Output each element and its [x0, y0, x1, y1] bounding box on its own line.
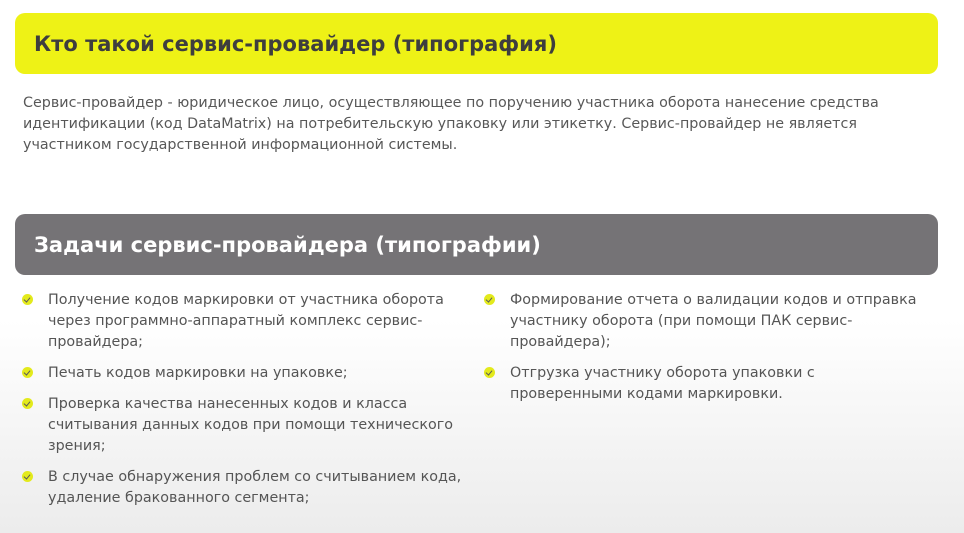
check-circle-icon	[484, 367, 495, 378]
task-item	[22, 394, 477, 457]
task-text: В случае обнаружения проблем со считыванием кода, удаление бракованного сегмента;	[48, 469, 462, 506]
task-item	[22, 290, 477, 353]
tasks-title: Задачи сервис-провайдера (типографии)	[34, 232, 541, 257]
task-item	[22, 363, 477, 384]
check-circle-icon	[22, 471, 33, 482]
page-title: Кто такой сервис-провайдер (типография)	[34, 31, 557, 56]
check-circle-icon	[22, 294, 33, 305]
task-item	[484, 290, 924, 353]
check-circle-icon	[484, 294, 495, 305]
intro-paragraph: Сервис-провайдер - юридическое лицо, осуществляющее по поручению участника оборота нанесение средства идентификации (код DataMatrix) на потребительскую упаковку или этикетку. Сервис-провайдер не является участником государственной информационной системы.	[23, 95, 879, 153]
task-item	[22, 467, 477, 509]
task-text: Формирование отчета о валидации кодов и отправка участнику оборота (при помощи ПАК сервис-провайдера);	[510, 292, 917, 350]
tasks-list-left	[22, 290, 477, 519]
title-banner	[15, 13, 938, 74]
task-text: Отгрузка участнику оборота упаковки с проверенными кодами маркировки.	[510, 365, 815, 402]
check-circle-icon	[22, 367, 33, 378]
tasks-banner	[15, 214, 938, 275]
check-circle-icon	[22, 398, 33, 409]
task-item	[484, 363, 924, 405]
tasks-list-right	[484, 290, 924, 415]
task-text: Получение кодов маркировки от участника оборота через программно-аппаратный комплекс сервис-провайдера;	[48, 292, 444, 350]
task-text: Проверка качества нанесенных кодов и класса считывания данных кодов при помощи технического зрения;	[48, 396, 453, 454]
task-text: Печать кодов маркировки на упаковке;	[48, 365, 348, 381]
